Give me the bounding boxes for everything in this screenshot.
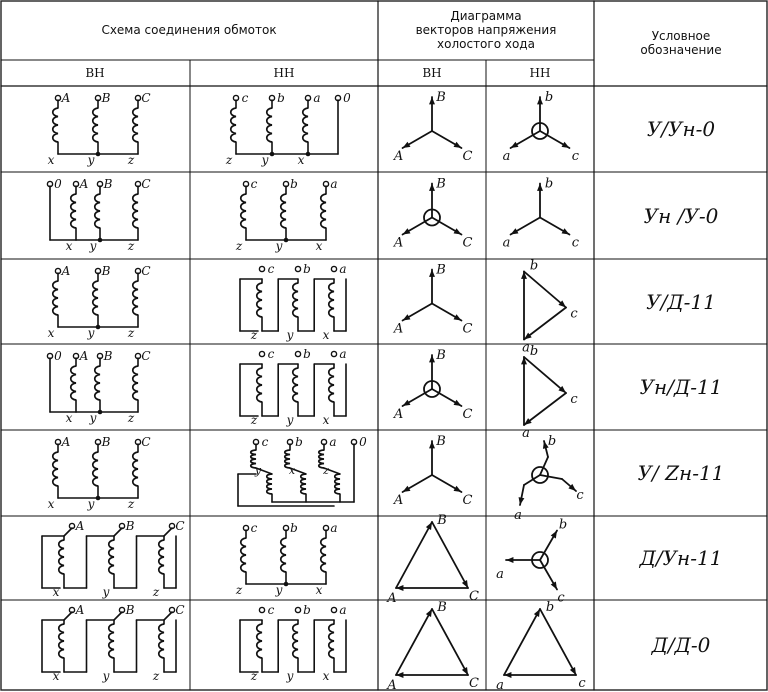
terminal-label: B	[101, 264, 111, 278]
terminal-label: C	[469, 589, 479, 604]
terminal-label: A	[75, 519, 85, 533]
terminal-label: A	[79, 349, 89, 363]
terminal-label: A	[79, 177, 89, 191]
vn-winding-scheme	[42, 519, 185, 599]
terminal-label: b	[558, 517, 568, 533]
terminal-label: C	[141, 264, 151, 278]
terminal-label: a	[330, 177, 338, 191]
terminal-label: 0	[359, 435, 367, 449]
terminal-label: B	[125, 603, 135, 617]
terminal-label: z	[250, 328, 258, 342]
terminal-label: y	[89, 239, 97, 253]
terminal-label: 0	[343, 91, 351, 105]
terminal-label: z	[127, 411, 135, 425]
vn-vector-diagram	[393, 348, 473, 422]
terminal-label: a	[496, 678, 504, 692]
terminal-label: x	[297, 153, 305, 167]
terminal-label: c	[267, 603, 275, 617]
nn-vector-diagram	[503, 177, 580, 251]
terminal-label: C	[141, 177, 151, 191]
terminal-label: y	[87, 497, 95, 511]
terminal-label: A	[61, 264, 71, 278]
header-sub-vn-vector: ВН	[422, 66, 442, 80]
nn-winding-scheme	[235, 521, 338, 597]
terminal-label: x	[47, 326, 55, 340]
terminal-label: x	[52, 669, 60, 683]
terminal-label: a	[313, 91, 321, 105]
terminal-label: C	[462, 321, 473, 337]
terminal-label: b	[544, 90, 554, 105]
terminal-label: z	[127, 239, 135, 253]
terminal-label: a	[502, 149, 511, 164]
terminal-label: z	[235, 583, 243, 597]
terminal-label: b	[303, 347, 311, 361]
terminal-label: y	[275, 583, 283, 597]
terminal-label: B	[436, 176, 446, 192]
terminal-label: x	[288, 464, 296, 477]
designation-label: Д/Ун-11	[639, 546, 723, 570]
designation-label: Д/Д-0	[651, 633, 711, 657]
vn-vector-diagram	[393, 434, 473, 508]
terminal-label: C	[462, 149, 473, 164]
terminal-label: c	[576, 488, 584, 503]
vn-winding-scheme	[47, 349, 150, 425]
designation-label: Ун /У-0	[643, 203, 719, 228]
terminal-label: y	[87, 153, 95, 167]
nn-winding-scheme	[240, 262, 347, 342]
terminal-label: C	[175, 603, 185, 617]
nn-vector-diagram	[514, 434, 584, 523]
terminal-label: z	[152, 669, 160, 683]
terminal-label: y	[102, 585, 110, 599]
vn-winding-scheme	[48, 435, 151, 511]
terminal-label: c	[570, 392, 578, 407]
terminal-label: z	[152, 585, 160, 599]
vn-winding-scheme	[48, 264, 151, 340]
terminal-label: C	[462, 493, 473, 508]
terminal-label: a	[502, 235, 511, 251]
terminal-label: B	[103, 349, 113, 363]
terminal-label: a	[339, 603, 347, 617]
terminal-label: B	[103, 177, 113, 191]
terminal-label: y	[89, 411, 97, 425]
terminal-label: y	[87, 326, 95, 340]
terminal-label: a	[496, 567, 504, 582]
terminal-label: z	[127, 153, 135, 167]
terminal-label: A	[393, 149, 404, 164]
terminal-label: b	[290, 521, 298, 535]
nn-vector-diagram	[503, 90, 580, 164]
terminal-label: a	[514, 508, 522, 523]
vn-vector-diagram	[393, 90, 473, 164]
vn-vector-diagram	[386, 513, 479, 606]
terminal-label: x	[322, 328, 330, 342]
header-sub-vn: ВН	[85, 66, 105, 80]
terminal-label: c	[267, 347, 275, 361]
table-row	[42, 600, 586, 692]
vn-vector-diagram	[393, 263, 473, 337]
terminal-label: B	[436, 348, 446, 363]
terminal-label: b	[290, 177, 298, 191]
terminal-label: b	[295, 435, 303, 449]
nn-vector-diagram	[496, 518, 567, 606]
terminal-label: x	[315, 239, 323, 253]
nn-winding-scheme	[240, 347, 347, 427]
table-row	[48, 434, 585, 523]
terminal-label: C	[141, 349, 151, 363]
terminal-label: x	[322, 413, 330, 427]
terminal-label: b	[303, 262, 311, 276]
terminal-label: C	[141, 91, 151, 105]
table-row	[47, 177, 579, 254]
terminal-label: x	[47, 497, 55, 511]
terminal-label: z	[250, 413, 258, 427]
terminal-label: x	[65, 411, 73, 425]
terminal-label: B	[101, 91, 111, 105]
terminal-label: C	[141, 435, 151, 449]
terminal-label: x	[315, 583, 323, 597]
terminal-label: B	[436, 90, 446, 105]
terminal-label: a	[522, 340, 530, 356]
header-sub-nn: НН	[273, 66, 295, 80]
terminal-label: z	[250, 669, 258, 683]
terminal-label: C	[462, 407, 473, 422]
terminal-label: b	[303, 603, 311, 617]
nn-winding-scheme	[240, 603, 347, 683]
terminal-label: A	[387, 678, 397, 692]
terminal-label: b	[277, 91, 285, 105]
table-row	[47, 344, 578, 441]
terminal-label: a	[339, 347, 347, 361]
designation-label: У/ Zн-11	[637, 461, 725, 485]
header-diagram: Диаграмма векторов напряжения холостого хода	[415, 9, 557, 51]
terminal-label: b	[547, 434, 557, 449]
terminal-label: c	[261, 435, 269, 449]
terminal-label: c	[571, 149, 580, 164]
terminal-label: c	[241, 91, 249, 105]
header-scheme: Схема соединения обмоток	[101, 23, 277, 37]
terminal-label: z	[127, 497, 135, 511]
terminal-label: A	[75, 603, 85, 617]
terminal-label: B	[437, 513, 447, 528]
terminal-label: y	[286, 413, 294, 427]
terminal-label: A	[393, 321, 404, 337]
terminal-label: C	[462, 235, 473, 251]
nn-winding-scheme	[235, 177, 338, 253]
terminal-label: A	[387, 591, 397, 606]
designation-label: У/Д-11	[646, 289, 716, 314]
terminal-label: b	[529, 344, 539, 359]
vn-vector-diagram	[386, 600, 479, 692]
terminal-label: x	[52, 585, 60, 599]
terminal-label: y	[102, 669, 110, 683]
terminal-label: A	[393, 235, 404, 251]
terminal-label: A	[393, 407, 404, 422]
terminal-label: c	[571, 235, 580, 251]
terminal-label: B	[436, 262, 446, 278]
designation-label: У/Ун-0	[646, 117, 716, 141]
terminal-label: 0	[54, 177, 62, 191]
terminal-label: z	[225, 153, 233, 167]
table-row	[48, 259, 579, 356]
terminal-label: B	[436, 434, 446, 449]
terminal-label: y	[286, 669, 294, 683]
terminal-label: y	[286, 328, 294, 342]
terminal-label: x	[65, 239, 73, 253]
terminal-label: c	[570, 306, 578, 322]
nn-vector-diagram	[521, 344, 578, 441]
vn-winding-scheme	[48, 91, 151, 167]
designation-label: Ун/Д-11	[639, 375, 723, 399]
terminal-label: A	[393, 493, 404, 508]
terminal-label: C	[175, 519, 185, 533]
header-sub-nn-vector: НН	[529, 66, 551, 80]
terminal-label: C	[469, 676, 479, 691]
terminal-label: c	[267, 262, 275, 276]
terminal-label: B	[437, 600, 447, 615]
table-row	[48, 90, 580, 167]
terminal-label: a	[330, 521, 338, 535]
terminal-label: B	[101, 435, 111, 449]
terminal-label: 0	[54, 349, 62, 363]
header-designation: Условное обозначение	[640, 29, 722, 57]
terminal-label: x	[322, 669, 330, 683]
terminal-label: y	[254, 464, 262, 477]
terminal-label: A	[61, 435, 71, 449]
terminal-label: a	[522, 426, 530, 441]
terminal-label: c	[250, 177, 258, 191]
terminal-label: c	[578, 676, 586, 691]
vn-vector-diagram	[393, 177, 473, 251]
nn-vector-diagram	[496, 600, 586, 692]
terminal-label: x	[47, 153, 55, 167]
terminal-label: A	[61, 91, 71, 105]
terminal-label: c	[557, 590, 565, 606]
terminal-label: z	[323, 464, 329, 477]
terminal-label: b	[545, 600, 555, 615]
terminal-label: b	[529, 258, 539, 274]
nn-winding-scheme	[238, 435, 367, 506]
nn-vector-diagram	[521, 259, 578, 356]
terminal-label: z	[127, 326, 135, 340]
nn-winding-scheme	[225, 91, 351, 167]
terminal-label: B	[125, 519, 135, 533]
terminal-label: z	[235, 239, 243, 253]
terminal-label: b	[544, 176, 554, 192]
terminal-label: y	[261, 153, 269, 167]
vn-winding-scheme	[47, 177, 150, 253]
terminal-label: c	[250, 521, 258, 535]
table-row	[42, 513, 567, 606]
vn-winding-scheme	[42, 603, 185, 683]
terminal-label: y	[275, 239, 283, 253]
terminal-label: a	[339, 262, 347, 276]
terminal-label: a	[329, 435, 337, 449]
